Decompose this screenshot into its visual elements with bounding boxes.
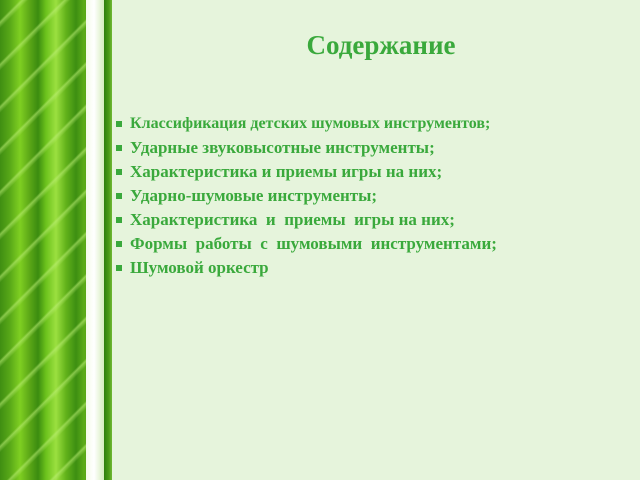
contents-list [112,112,497,280]
square-bullet-icon [116,217,122,223]
list-item-text: Ударные звуковысотные инструменты; [130,138,435,157]
decorative-dark-bar [104,0,112,480]
square-bullet-icon [116,241,122,247]
square-bullet-icon [116,193,122,199]
list-item [112,160,497,184]
list-item-text: Ударно-шумовые инструменты; [130,186,378,205]
list-item [112,208,497,232]
slide-title: Содержание [306,30,456,60]
square-bullet-icon [116,121,122,127]
square-bullet-icon [116,265,122,271]
list-item-text: Классификация детских шумовых инструментов; [130,115,491,132]
list-item [112,136,497,160]
list-item [112,184,497,208]
square-bullet-icon [116,169,122,175]
list-item [112,232,497,256]
slide-content [112,0,640,480]
decorative-light-bar [86,0,104,480]
square-bullet-icon [116,145,122,151]
list-item-text: Характеристика и приемы игры на них; [130,210,455,229]
list-item [112,112,497,136]
list-item-text: Характеристика и приемы игры на них; [130,162,443,181]
list-item-text: Шумовой оркестр [130,258,269,277]
list-item-text: Формы работы с шумовыми инструментами; [130,234,497,253]
list-item [112,256,497,280]
